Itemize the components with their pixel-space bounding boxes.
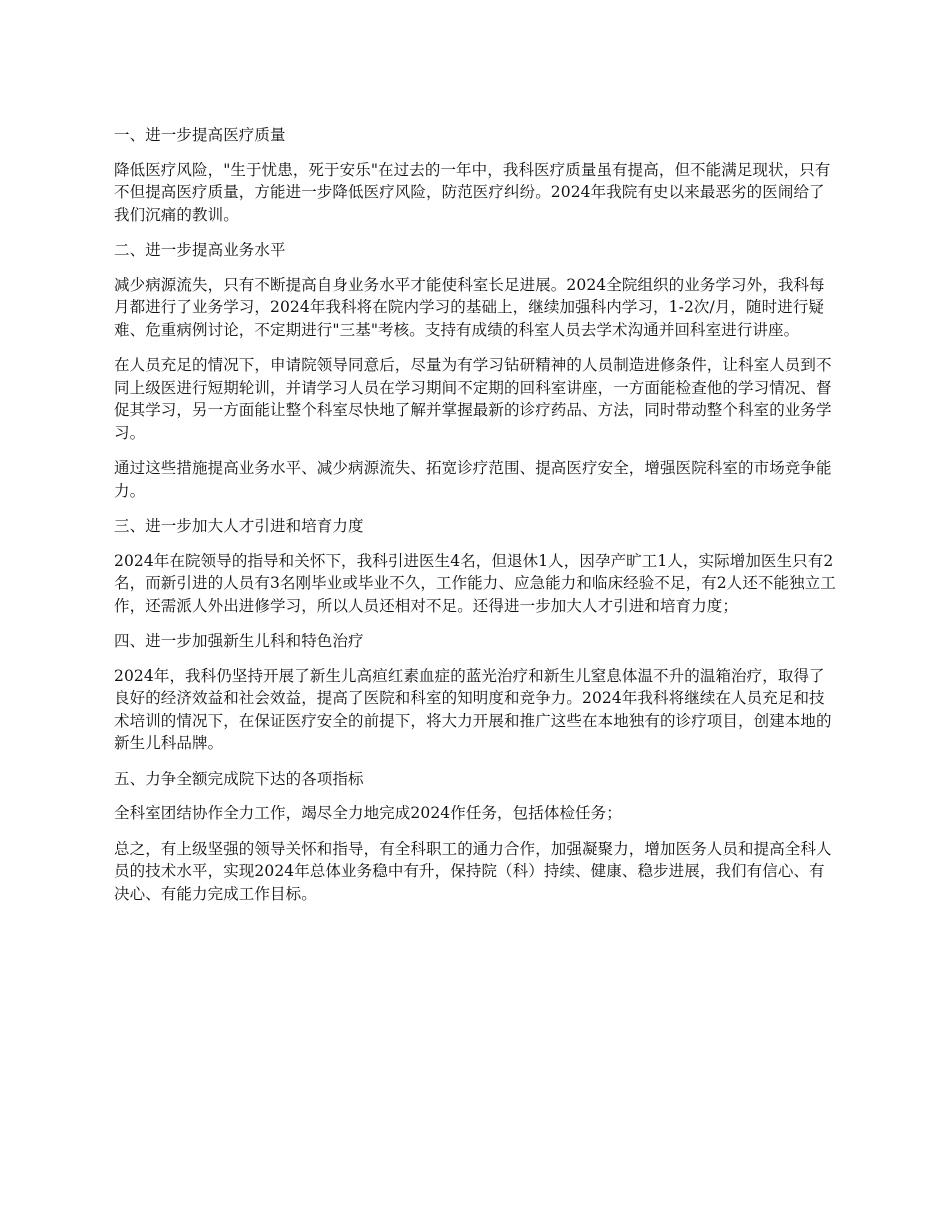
paragraph: 在人员充足的情况下，申请院领导同意后，尽量为有学习钻研精神的人员制造进修条件，让科室人员到不同上级医进行短期轮训，并请学习人员在学习期间不定期的回科室讲座，一方面能检查他的学习情况、督促其学习，另一方面能让整个科室尽快地了解并掌握最新的诊疗药品、方法，同时带动整个科室的业务学习。 bbox=[114, 356, 832, 442]
paragraph: 2024年在院领导的指导和关怀下，我科引进医生4名，但退休1人，因孕产旷工1人，实际增加医生只有2名，而新引进的人员有3名刚毕业或毕业不久，工作能力、应急能力和临床经验不足，有2人还不能独立工作，还需派人外出进修学习，所以人员还相对不足。还得进一步加大人才引进和培育力度； bbox=[114, 551, 836, 615]
paragraph: 全科室团结协作全力工作，竭尽全力地完成2024作任务，包括体检任务； bbox=[114, 804, 622, 822]
section-heading: 一、进一步提高医疗质量 bbox=[114, 126, 286, 144]
section-heading: 三、进一步加大人才引进和培育力度 bbox=[114, 517, 364, 535]
paragraph: 减少病源流失，只有不断提高自身业务水平才能使科室长足进展。2024全院组织的业务学习外，我科每月都进行了业务学习，2024年我科将在院内学习的基础上，继续加强科内学习，1-2次/月，随时进行疑难、危重病例讨论，不定期进行"三基"考核。支持有成绩的科室人员去学术沟通并回科室进行讲座。 bbox=[114, 275, 825, 339]
section-heading: 四、进一步加强新生儿科和特色治疗 bbox=[114, 632, 364, 650]
document-body bbox=[114, 124, 840, 905]
paragraph: 通过这些措施提高业务水平、减少病源流失、拓宽诊疗范围、提高医疗安全，增强医院科室的市场竞争能力。 bbox=[114, 459, 832, 500]
paragraph: 2024年，我科仍坚持开展了新生儿高疸红素血症的蓝光治疗和新生儿窒息体温不升的温箱治疗，取得了良好的经济效益和社会效益，提高了医院和科室的知明度和竞争力。2024年我科将继续在人员充足和技术培训的情况下，在保证医疗安全的前提下，将大力开展和推广这些在本地独有的诊疗项目，创建本地的新生儿科品牌。 bbox=[114, 666, 832, 752]
section-heading: 二、进一步提高业务水平 bbox=[114, 241, 286, 259]
section-heading: 五、力争全额完成院下达的各项指标 bbox=[114, 769, 364, 788]
paragraph: 降低医疗风险，"生于忧患，死于安乐"在过去的一年中，我科医疗质量虽有提高，但不能满足现状，只有不但提高医疗质量，方能进一步降低医疗风险，防范医疗纠纷。2024年我院有史以来最恶劣的医闹给了我们沉痛的教训。 bbox=[114, 160, 831, 224]
paragraph: 总之，有上级坚强的领导关怀和指导，有全科职工的通力合作，加强凝聚力，增加医务人员和提高全科人员的技术水平，实现2024年总体业务稳中有升，保持院（科）持续、健康、稳步进展，我们有信心、有决心、有能力完成工作目标。 bbox=[114, 839, 832, 903]
